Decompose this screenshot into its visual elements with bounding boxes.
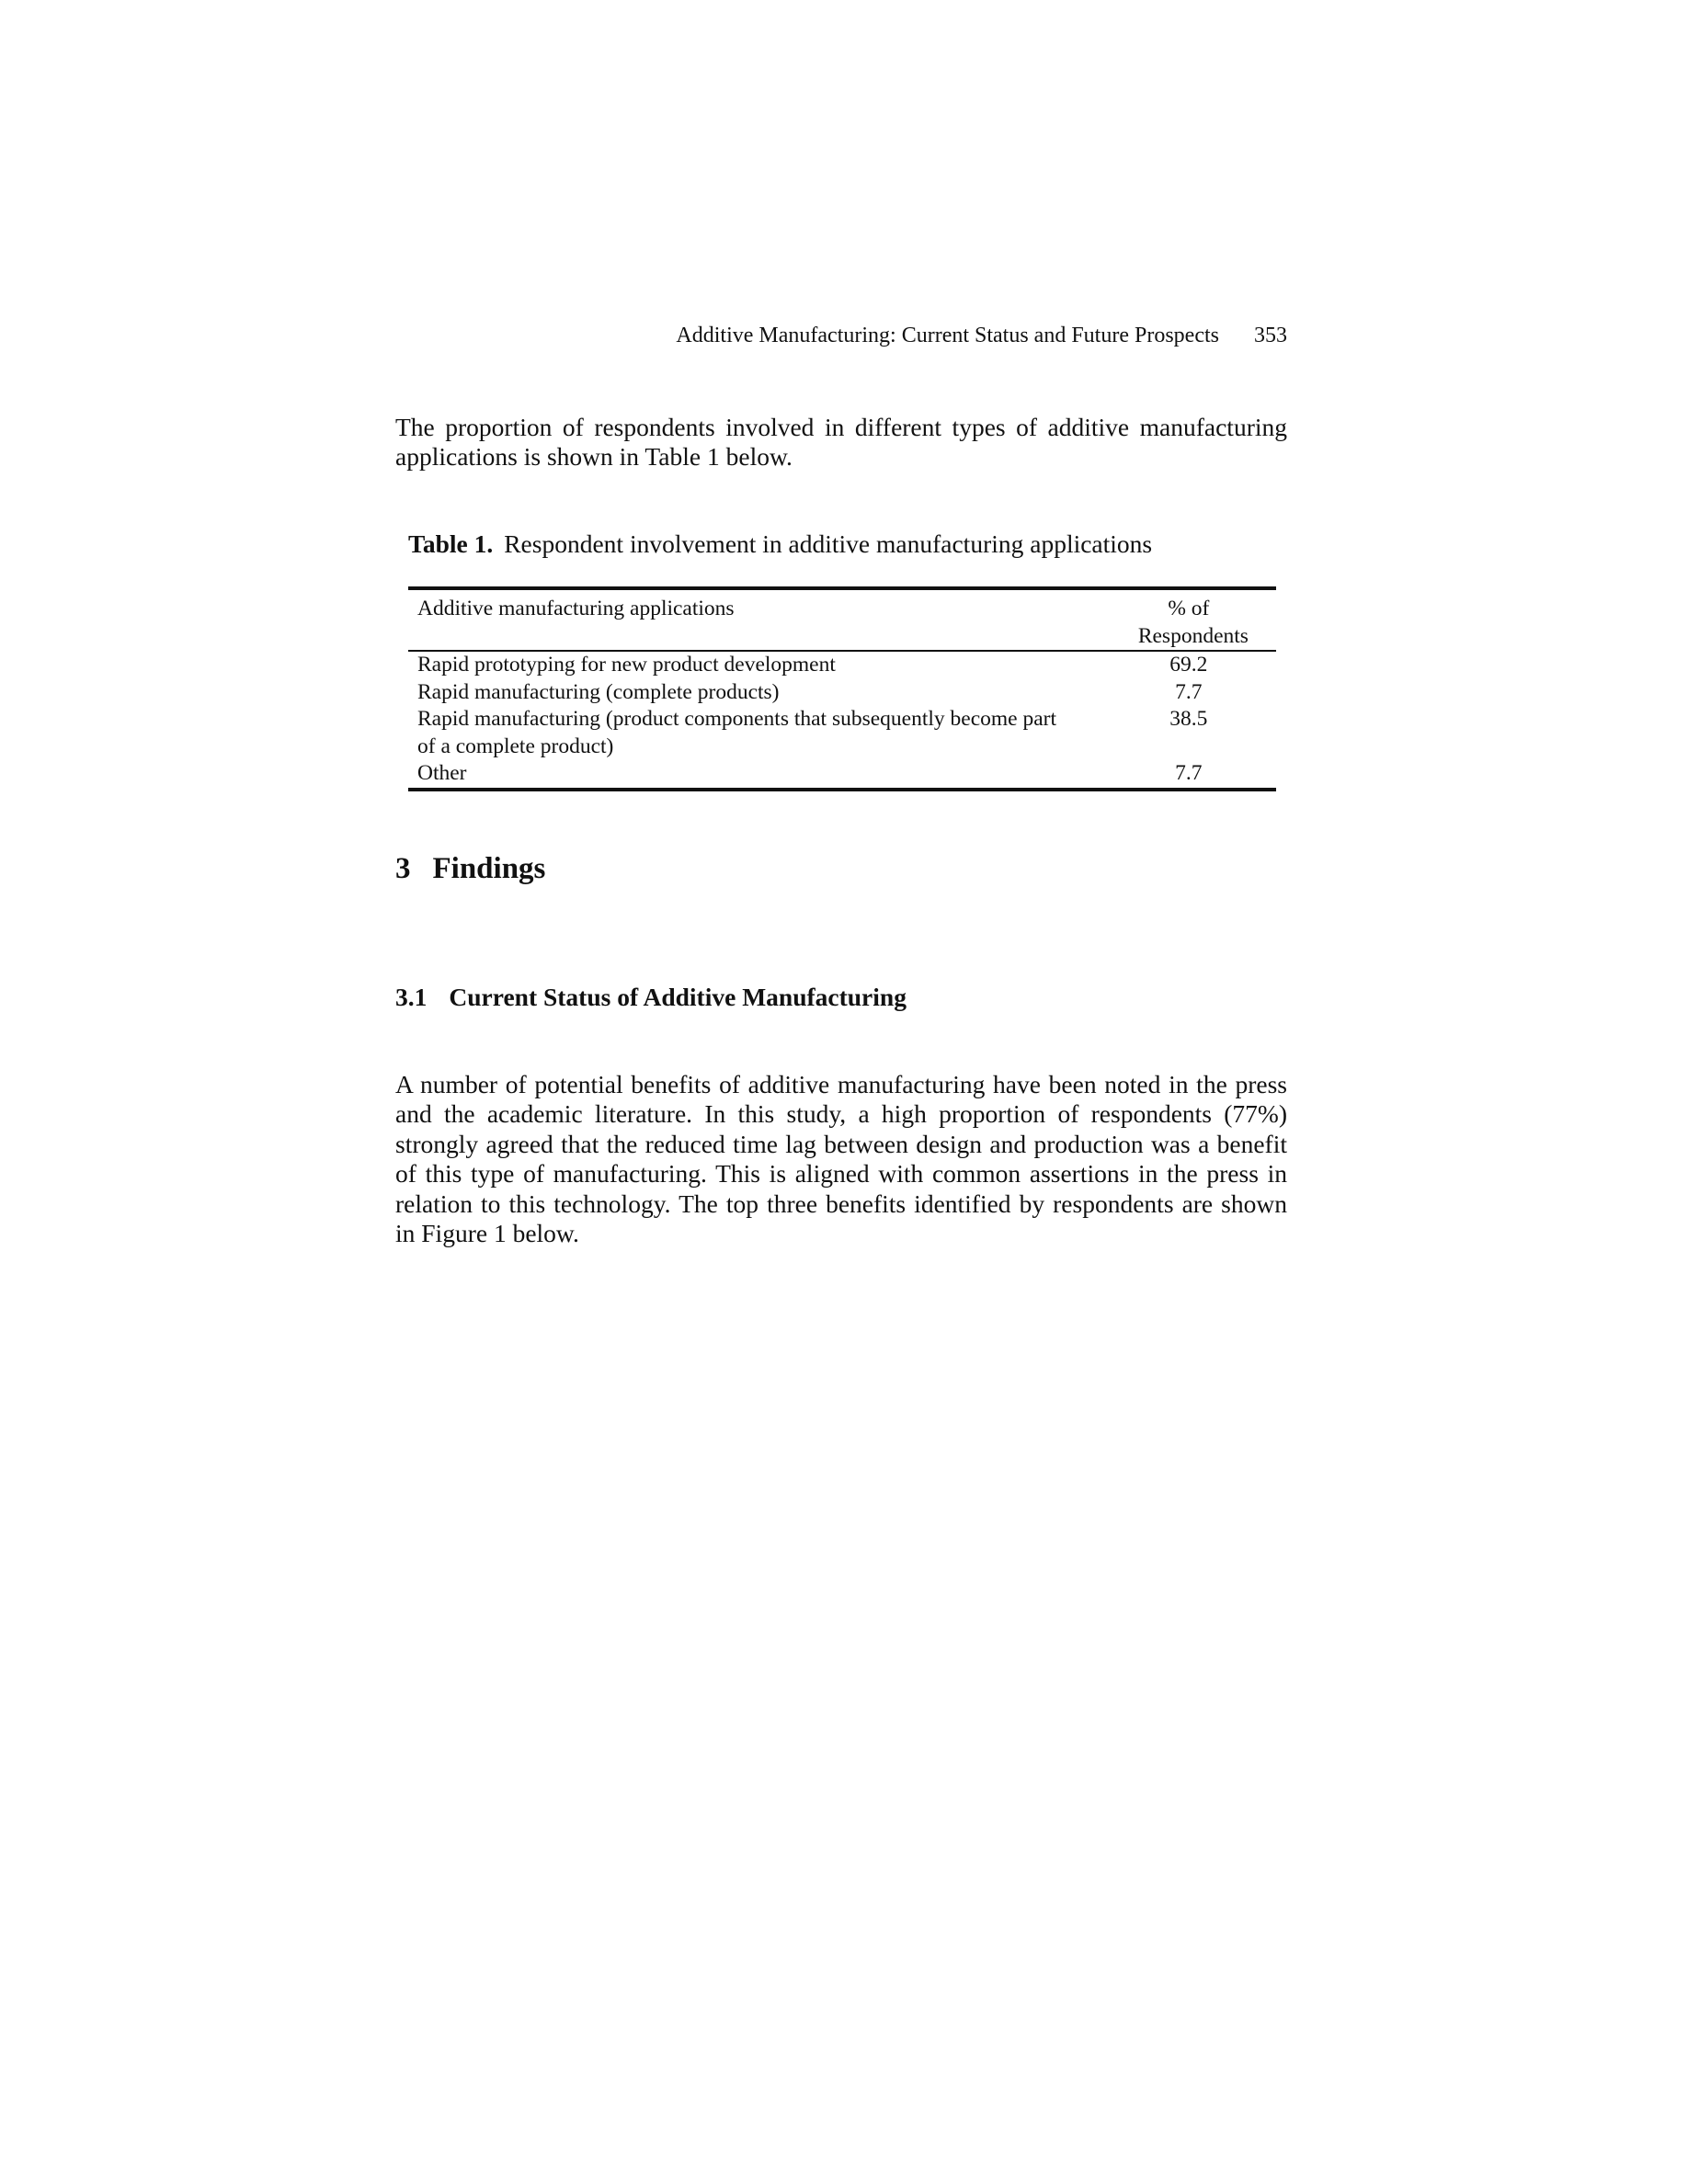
section-title: Findings (432, 852, 546, 885)
table-row (408, 706, 1276, 760)
section-number: 3 (395, 852, 411, 885)
column-header-percent-text: % of Respondents (1137, 597, 1249, 648)
subsection-number: 3.1 (395, 983, 428, 1011)
subsection-heading (395, 982, 907, 1013)
section-heading (395, 850, 545, 887)
table-caption (408, 529, 1291, 560)
running-title: Additive Manufacturing: Current Status and Future Prospects (676, 324, 1219, 347)
table-cell-percent: 69.2 (1169, 653, 1208, 677)
respondent-involvement-table (408, 586, 1276, 791)
body-paragraph: A number of potential benefits of additive manufacturing have been noted in the press and the academic literature. In this study, a high proportion of respondents (77%) strongly agreed that the reduced time lag between design and production was a benefit of this type of manufacturing. This is aligned with common assertions in the press in relation to this technology. The top three benefits identified by respondents are shown in Figure 1 below. (395, 1070, 1287, 1248)
running-header (395, 322, 1287, 349)
table-header-row (408, 596, 1276, 651)
table-caption-text: Respondent involvement in additive manufacturing applications (504, 529, 1153, 558)
table-cell-application: Rapid manufacturing (complete products) (417, 679, 780, 704)
table-cell-percent: 7.7 (1101, 760, 1276, 790)
column-header-application: Additive manufacturing applications (408, 596, 1101, 651)
page-number: 353 (1254, 324, 1287, 347)
table-row (408, 651, 1276, 679)
table-cell-application: Rapid manufacturing (product components that subsequently become part of a complete product) (417, 707, 1057, 758)
table-label: Table 1. (408, 529, 494, 558)
table-row (408, 679, 1276, 707)
column-header-percent (1101, 596, 1276, 651)
table-cell-percent: 38.5 (1169, 707, 1208, 731)
subsection-title: Current Status of Additive Manufacturing (449, 983, 907, 1011)
intro-paragraph: The proportion of respondents involved in different types of additive manufacturing applications is shown in Table 1 below. (395, 413, 1287, 472)
table-cell-application: Other (408, 760, 1101, 790)
table-cell-percent: 7.7 (1175, 679, 1203, 704)
table-top-rule (408, 588, 1276, 596)
table-row (408, 760, 1276, 790)
table-cell-application: Rapid prototyping for new product development (417, 653, 836, 677)
